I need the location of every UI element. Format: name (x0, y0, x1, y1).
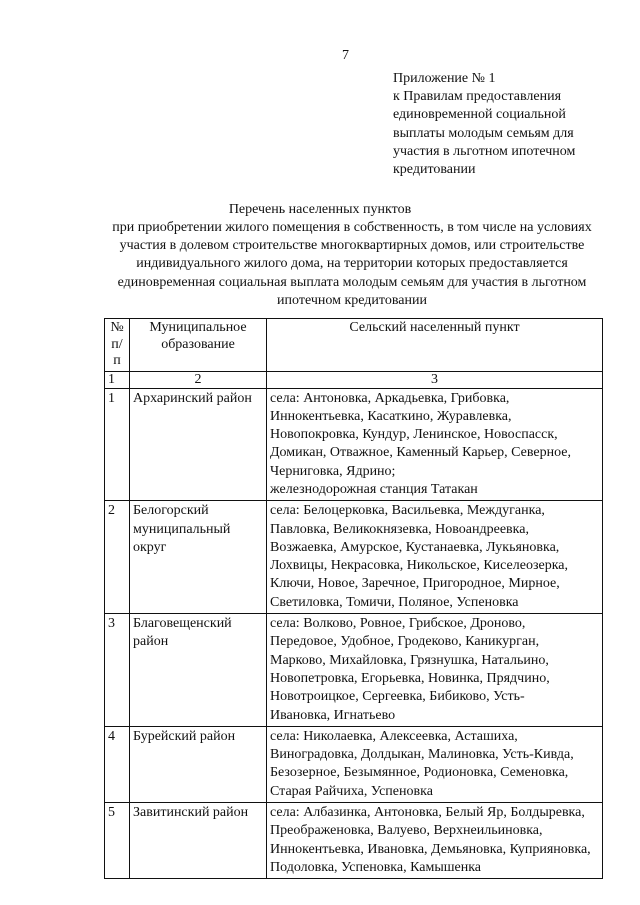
header-municipality: Муниципальное образование (130, 319, 267, 372)
row-number: 4 (105, 726, 130, 802)
header-number: № п/п (105, 319, 130, 372)
appendix-note: Приложение № 1 к Правилам предоставления единовременной социальной выплаты молодым семьям для участия в льготном ипотечном кредитовании (393, 71, 576, 178)
row-municipality: Завитинский район (130, 803, 267, 879)
column-number: 3 (267, 371, 603, 388)
table-row (105, 726, 603, 802)
table-row (105, 614, 603, 727)
row-settlements: села: Волково, Ровное, Грибское, Дроново, Передовое, Удобное, Гродеково, Каникурган, Марково, Михайловка, Грязнушка, Натальино, Новопетровка, Егорьевка, Новинка, Прядчино, Новотроицкое, Сергеевка, Бибиково, Усть- Ивановка, Игнатьево (267, 614, 603, 727)
table-row (105, 501, 603, 614)
row-municipality: Бурейский район (130, 726, 267, 802)
page-number: 7 (342, 48, 349, 63)
row-settlements: села: Белоцерковка, Васильевка, Междуганка, Павловка, Великокнязевка, Новоандреевка, Возжаевка, Амурское, Кустанаевка, Лукьяновка, Лохвицы, Некрасовка, Никольское, Киселеозерка, Ключи, Новое, Заречное, Пригородное, Мирное, Светиловка, Томичи, Поляное, Успеновка (267, 501, 603, 614)
row-municipality: Благовещенский район (130, 614, 267, 727)
settlements-table (104, 318, 603, 879)
row-number: 5 (105, 803, 130, 879)
row-settlements: села: Николаевка, Алексеевка, Асташиха, Виноградовка, Долдыкан, Малиновка, Усть-Кивда, Безозерное, Безымянное, Родионовка, Семеновка, Старая Райчиха, Успеновка (267, 726, 603, 802)
row-settlements: села: Антоновка, Аркадьевка, Грибовка, Иннокентьевка, Касаткино, Журавлевка, Новопокровка, Кундур, Ленинское, Новоспасск, Домикан, Отважное, Каменный Карьер, Северное, Черниговка, Ядрино; железнодорожная станция Татакан (267, 388, 603, 501)
column-number: 1 (105, 371, 130, 388)
document-title: Перечень населенных пунктов (228, 202, 412, 217)
row-number: 2 (105, 501, 130, 614)
column-number-row (105, 371, 603, 388)
table-row (105, 388, 603, 501)
table-row (105, 803, 603, 879)
table-header-row (105, 319, 603, 372)
row-number: 1 (105, 388, 130, 501)
header-settlement: Сельский населенный пункт (267, 319, 603, 372)
column-number: 2 (130, 371, 267, 388)
row-municipality: Белогорский муниципальный округ (130, 501, 267, 614)
row-municipality: Архаринский район (130, 388, 267, 501)
row-settlements: села: Албазинка, Антоновка, Белый Яр, Болдыревка, Преображеновка, Валуево, Верхнеильиновка, Иннокентьевка, Ивановка, Демьяновка, Куприяновка, Подоловка, Успеновка, Камышенка (267, 803, 603, 879)
row-number: 3 (105, 614, 130, 727)
document-subtitle: при приобретении жилого помещения в собственность, в том числе на условиях участия в долевом строительстве многоквартирных домов, или строительстве индивидуального жилого дома, на территории которых предоставляется единовременная социальная выплата молодым семьям для участия в льготном ипотечном кредитовании (112, 220, 592, 308)
